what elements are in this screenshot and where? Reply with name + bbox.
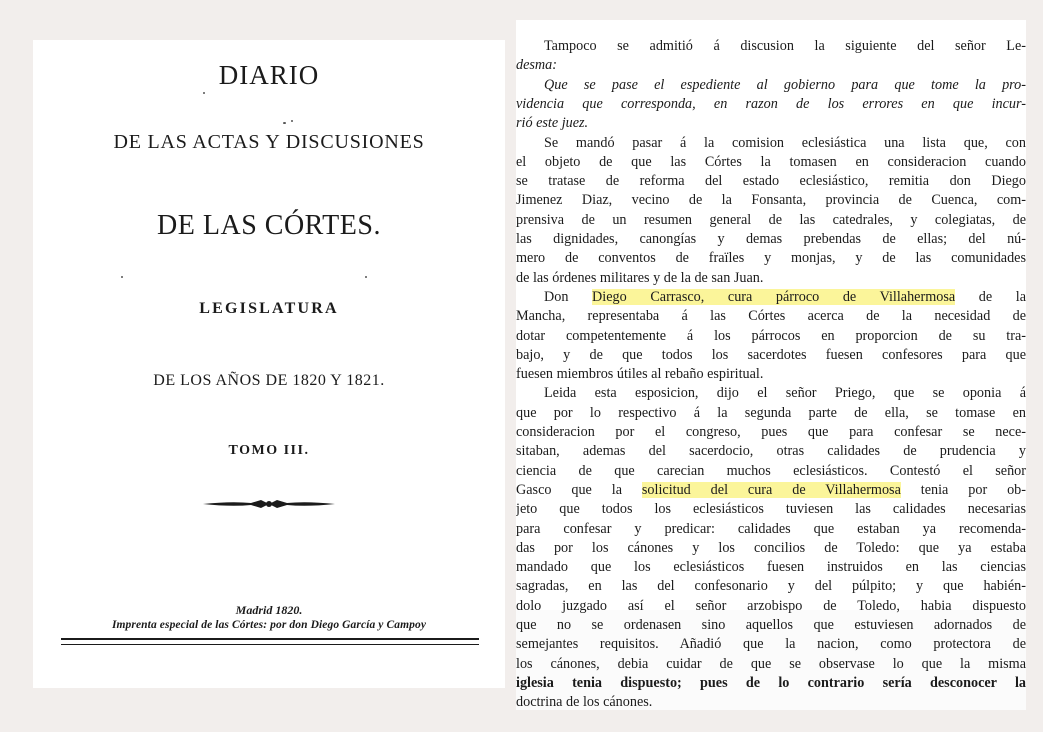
- ink-speck: [365, 276, 367, 278]
- highlighted-text: solicitud del cura de Villahermosa: [641, 481, 901, 498]
- ink-speck: [291, 120, 293, 122]
- line-text-before: Gasco que la: [516, 481, 642, 498]
- text-line: dotar competentemente á los párrocos en proporcion de su tra-: [516, 327, 1026, 344]
- legislature-years: DE LOS AÑOS DE 1820 Y 1821.: [153, 372, 385, 389]
- text-line: que por lo respectivo á la segunda parte de ella, se tomase en: [516, 404, 1026, 421]
- text-line: Jimenez Diaz, vecino de la Fonsanta, provincia de Cuenca, com-: [516, 192, 1026, 209]
- text-line: las dignidades, canongías y demas prebendas de ellas; del nú-: [516, 231, 1026, 247]
- text-line: sitaban, ademas del sacerdocio, otras calidades de prudencia y: [516, 443, 1026, 460]
- text-line: Mancha, representaba á las Córtes acerca de la necesidad de: [516, 308, 1026, 325]
- text-line: prensiva de un resumen general de las catedrales, y colegiatas, de: [516, 211, 1026, 228]
- text-line: desma:: [516, 57, 557, 74]
- place-and-date: Madrid 1820.: [235, 603, 303, 617]
- text-line: jeto que todos los eclesiásticos tuviesen las calidades necesarias: [516, 501, 1026, 518]
- ink-speck: [121, 276, 123, 278]
- text-line: de las órdenes militares y de la de san Juan.: [516, 269, 764, 286]
- text-line: das por los cánones y los concilios de Toledo: que ya estaba: [516, 539, 1026, 556]
- text-line: [544, 287, 1026, 307]
- imprint-rule-thick: [61, 638, 479, 640]
- text-line: sagradas, en las del confesonario y del púlpito; y que habién-: [516, 578, 1026, 595]
- text-page: [516, 20, 1026, 710]
- text-line: dolo juzgado así el señor arzobispo de Toledo, habia dispuesto: [516, 597, 1026, 614]
- journal-subtitle: DE LAS ACTAS Y DISCUSIONES: [113, 131, 425, 153]
- text-line: el objeto de que las Córtes la tomasen en consideracion cuando: [516, 153, 1026, 170]
- text-line: videncia que corresponda, en razon de los errores en que incur-: [516, 95, 1026, 112]
- text-line: mandado que los eclesiásticos fuesen instruidos en las ciencias: [516, 559, 1026, 576]
- text-line: Leida esta esposicion, dijo el señor Priego, que se oponia á: [544, 385, 1026, 402]
- line-text-after: de la: [955, 288, 1026, 305]
- text-line: semejantes requisitos. Añadió que la nacion, como protectora de: [516, 636, 1026, 653]
- imprint-rule-thin: [61, 644, 479, 645]
- text-line: ciencia de que carecian muchos eclesiásticos. Contestó el señor: [516, 462, 1026, 479]
- text-line: bajo, y de que todos los sacerdotes fuesen confesores para que: [516, 346, 1026, 363]
- line-text-before: Don: [544, 288, 593, 305]
- text-line: para confesar y predicar: calidades que estaban ya recomenda-: [516, 520, 1026, 537]
- ornament-divider-icon: [201, 495, 337, 513]
- ink-speck: [203, 92, 205, 94]
- text-line: iglesia tenia dispuesto; pues de lo contrario sería desconocer la: [516, 674, 1026, 691]
- text-line: consideracion por el congreso, pues que para confesar se nece-: [516, 424, 1026, 440]
- journal-title: DIARIO: [218, 60, 320, 90]
- text-line: que no se ordenasen sino aquellos que estuviesen adornados de: [516, 617, 1026, 633]
- volume-label: TOMO III.: [228, 443, 310, 458]
- ink-speck: [283, 122, 286, 124]
- text-line: [516, 480, 1026, 500]
- legislature-label: LEGISLATURA: [199, 300, 339, 317]
- text-line: doctrina de los cánones.: [516, 694, 653, 711]
- text-line: los cánones, debia cuidar de que se observase lo que la misma: [516, 655, 1026, 672]
- text-line: Tampoco se admitió á discusion la siguiente del señor Le-: [544, 38, 1026, 54]
- imprint-line: Imprenta especial de las Córtes: por don Diego García y Campoy: [111, 619, 427, 631]
- line-text-after: tenia por ob-: [900, 481, 1026, 498]
- text-line: Que se pase el espediente al gobierno para que tome la pro-: [544, 76, 1026, 93]
- text-line: mero de conventos de fraïles y monjas, y de las comunidades: [516, 250, 1026, 267]
- text-line: se tratase de reforma del estado eclesiástico, remitia don Diego: [516, 173, 1026, 190]
- text-line: rió este juez.: [516, 115, 589, 132]
- title-page: [33, 40, 505, 688]
- text-line: Se mandó pasar á la comision eclesiástica una lista que, con: [544, 134, 1026, 151]
- institution-name: DE LAS CÓRTES.: [157, 210, 381, 241]
- highlighted-text: Diego Carrasco, cura párroco de Villahermosa: [592, 288, 956, 305]
- text-line: fuesen miembros útiles al rebaño espiritual.: [516, 366, 764, 383]
